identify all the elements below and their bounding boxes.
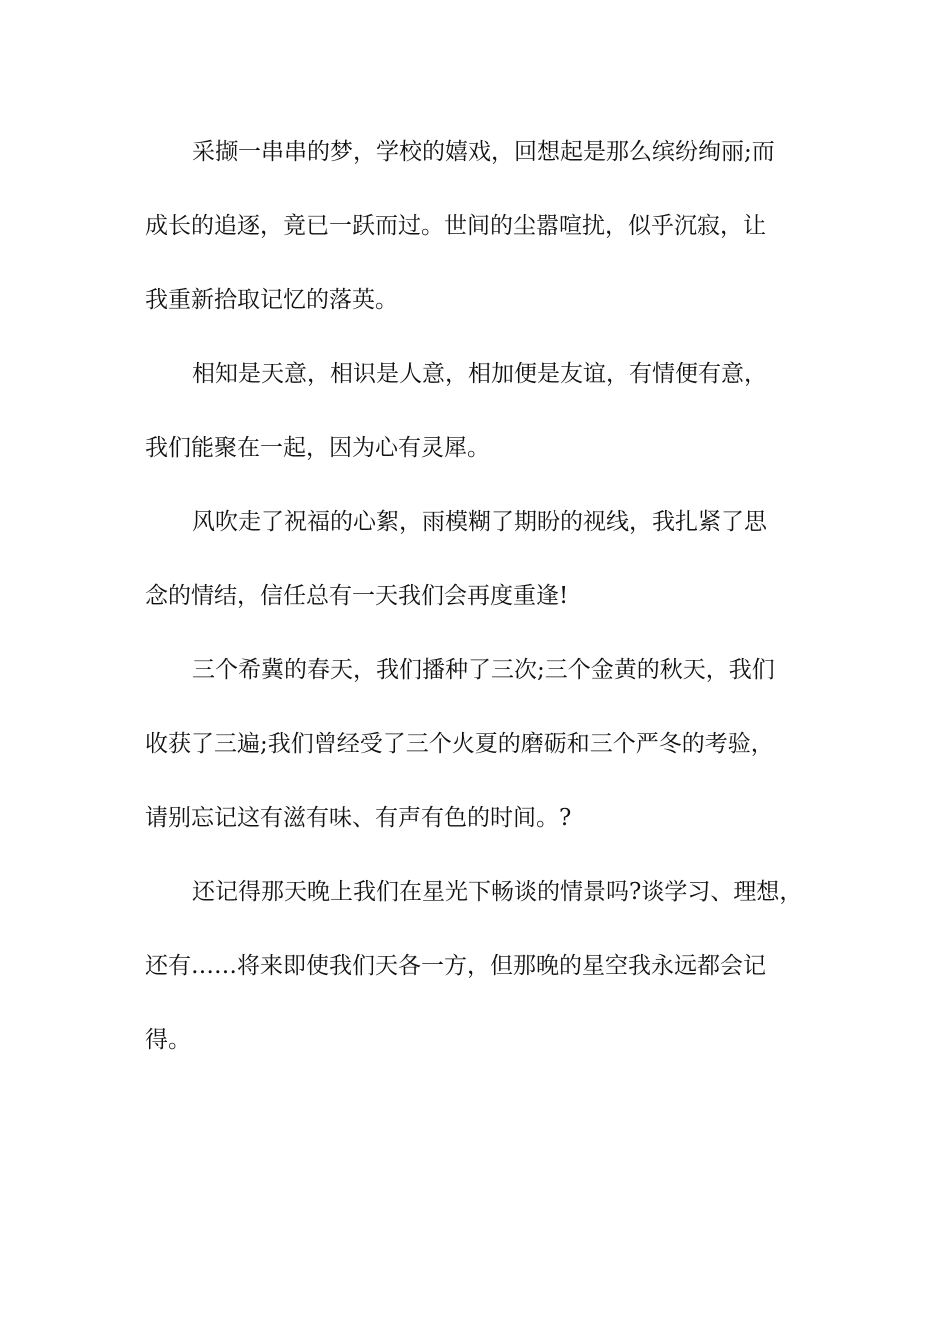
paragraph-1-line-1: 采撷一串串的梦，学校的嬉戏，回想起是那么缤纷绚丽;而 bbox=[192, 139, 775, 165]
document-body bbox=[145, 126, 810, 1088]
paragraph-3-line-2: 念的情结，信任总有一天我们会再度重逢! bbox=[145, 583, 569, 609]
paragraph-3-line-1: 风吹走了祝福的心絮，雨模糊了期盼的视线，我扎紧了思 bbox=[192, 509, 767, 535]
paragraph-5-line-3: 得。 bbox=[145, 1027, 191, 1053]
paragraph-5-line-2: 还有……将来即使我们天各一方，但那晚的星空我永远都会记 bbox=[145, 953, 766, 979]
paragraph-1-line-2: 成长的追逐，竟已一跃而过。世间的尘嚣喧扰，似乎沉寂，让 bbox=[145, 213, 766, 239]
paragraph-2-line-2: 我们能聚在一起，因为心有灵犀。 bbox=[145, 435, 490, 461]
paragraph-5-line-1: 还记得那天晚上我们在星光下畅谈的情景吗?谈学习、理想， bbox=[192, 879, 803, 905]
paragraph-1-line-3: 我重新拾取记忆的落英。 bbox=[145, 287, 398, 313]
paragraph-2-line-1: 相知是天意，相识是人意，相加便是友谊，有情便有意， bbox=[192, 361, 767, 387]
paragraph-4-line-3: 请别忘记这有滋有味、有声有色的时间。? bbox=[145, 805, 572, 831]
paragraph-4-line-2: 收获了三遍;我们曾经受了三个火夏的磨砺和三个严冬的考验， bbox=[145, 731, 774, 757]
paragraph-4-line-1: 三个希冀的春天，我们播种了三次;三个金黄的秋天，我们 bbox=[192, 657, 775, 683]
